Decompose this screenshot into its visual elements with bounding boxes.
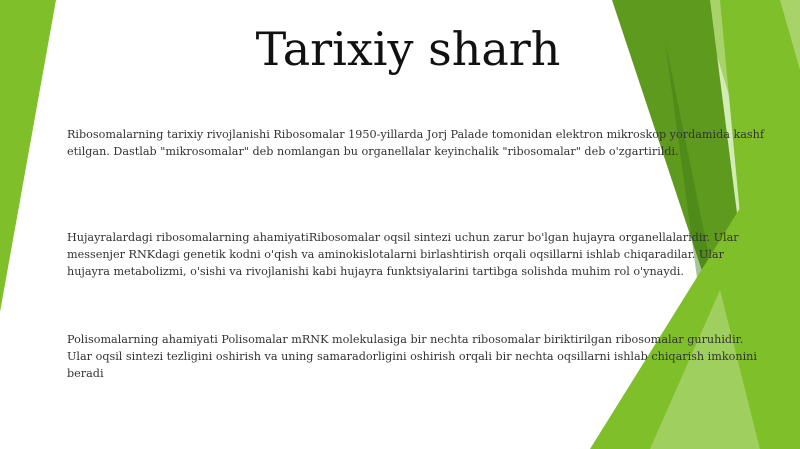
paragraph-importance: Hujayralardagi ribosomalarning ahamiyatiRibosomalar oqsil sintezi uchun zarur bo'lgan hujayra organellalaridir. Ular messenjer RNKdagi genetik kodni o'qish va aminokislotalarni birlashtirish orqali oqsillarni ishlab chiqaradilar. Ular hujayra metabolizmi, o'sishi va rivojlanishi kabi hujayra funktsiyalarini tartibga solishda muhim rol o'ynaydi. [67,231,739,278]
paragraph-history: Ribosomalarning tarixiy rivojlanishi Ribosomalar 1950-yillarda Jorj Palade tomonidan elektron mikroskop yordamida kashf etilgan. Dastlab "mikrosomalar" deb nomlangan bu organellalar keyinchalik "ribosomalar" deb o'zgartirildi. [67,128,765,158]
slide-title: Tarixiy sharh [255,22,561,76]
paragraph-polysomes: Polisomalarning ahamiyati Polisomalar mRNK molekulasiga bir nechta ribosomalar biriktirilgan ribosomalar guruhidir. Ular oqsil sintezi tezligini oshirish va uning samaradorligini oshirish orqali bir nechta oqsillarni ishlab chiqarish imkonini beradi [67,333,757,380]
